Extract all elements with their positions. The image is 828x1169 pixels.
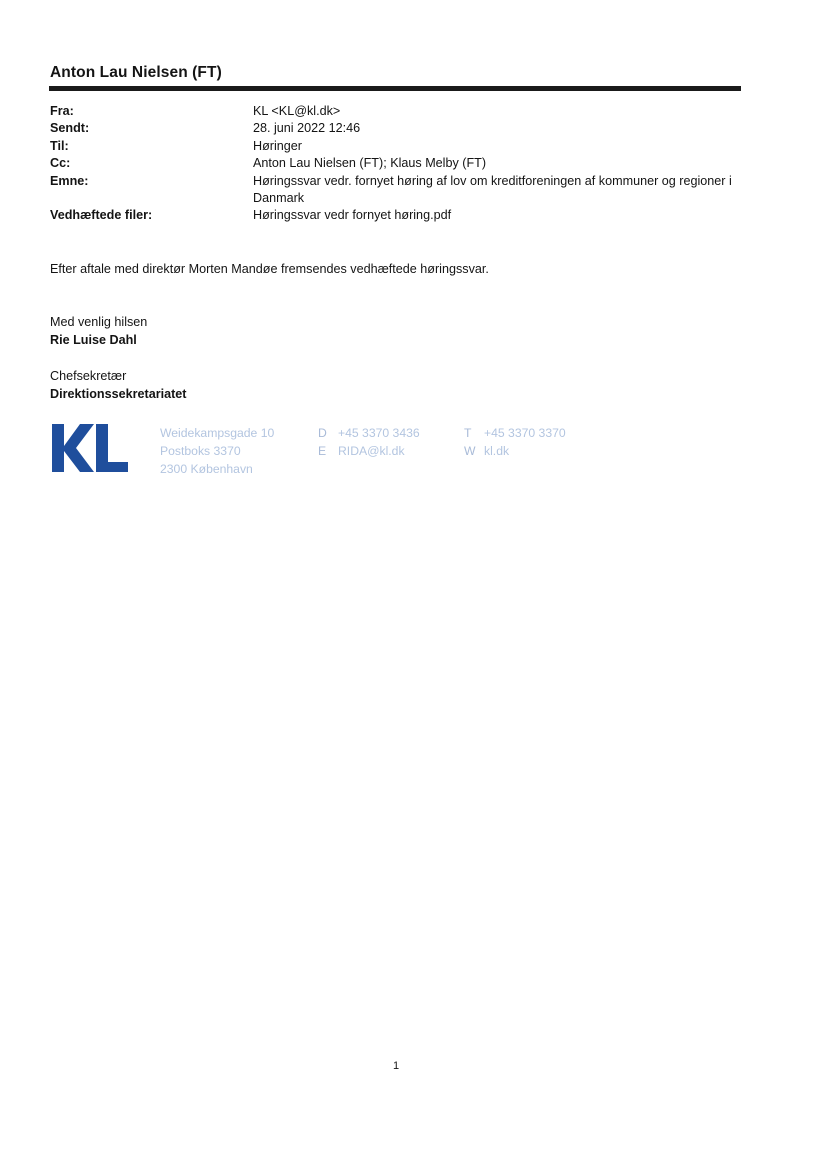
kl-logo [52, 424, 132, 474]
direct-phone-label: D [318, 426, 327, 440]
header-row-sent [50, 120, 750, 137]
sent-label: Sendt: [50, 121, 90, 136]
subject-label: Emne: [50, 173, 89, 188]
direct-phone: +45 3370 3436 [338, 426, 420, 440]
attachments-label: Vedhæftede filer: [50, 208, 153, 223]
signature-greeting: Med venlig hilsen [50, 315, 148, 329]
page-title: Anton Lau Nielsen (FT) [50, 64, 222, 81]
email-header [50, 103, 750, 225]
header-row-attachments [50, 207, 750, 224]
contact-direct-email [318, 424, 420, 460]
address-line-2: Postboks 3370 [160, 444, 241, 458]
email-label: E [318, 444, 327, 458]
signature-title-block [50, 368, 187, 403]
address-line-3: 2300 København [160, 462, 253, 476]
phone-label: T [464, 426, 472, 440]
header-row-from [50, 103, 750, 120]
cc-label: Cc: [50, 156, 71, 171]
signature-department: Direktionssekretariatet [50, 386, 187, 401]
from-label: Fra: [50, 104, 74, 118]
signature-role: Chefsekretær [50, 369, 127, 383]
web-link[interactable]: kl.dk [484, 444, 510, 458]
contact-phone-web [464, 424, 566, 460]
contact-address [160, 424, 274, 478]
cc-value: Anton Lau Nielsen (FT); Klaus Melby (FT) [253, 156, 487, 171]
web-label: W [464, 444, 476, 458]
title-divider [49, 86, 741, 91]
from-value: KL <KL@kl.dk> [253, 104, 341, 118]
main-phone: +45 3370 3370 [484, 426, 566, 440]
email-link[interactable]: RIDA@kl.dk [338, 444, 405, 458]
header-row-subject [50, 173, 750, 208]
sent-value: 28. juni 2022 12:46 [253, 121, 361, 136]
to-label: Til: [50, 138, 69, 153]
header-row-cc [50, 155, 750, 172]
signature-greeting-block [50, 314, 147, 349]
signature-name: Rie Luise Dahl [50, 332, 137, 347]
subject-value: Høringssvar vedr. fornyet høring af lov om kreditforeningen af kommuner og regioner i Danmark [253, 173, 732, 206]
address-line-1: Weidekampsgade 10 [160, 426, 275, 440]
page-number: 1 [393, 1060, 400, 1072]
attachment-link[interactable]: Høringssvar vedr fornyet høring.pdf [253, 208, 452, 223]
header-row-to [50, 138, 750, 155]
to-value: Høringer [253, 138, 302, 153]
email-body: Efter aftale med direktør Morten Mandøe fremsendes vedhæftede høringssvar. [50, 262, 489, 276]
